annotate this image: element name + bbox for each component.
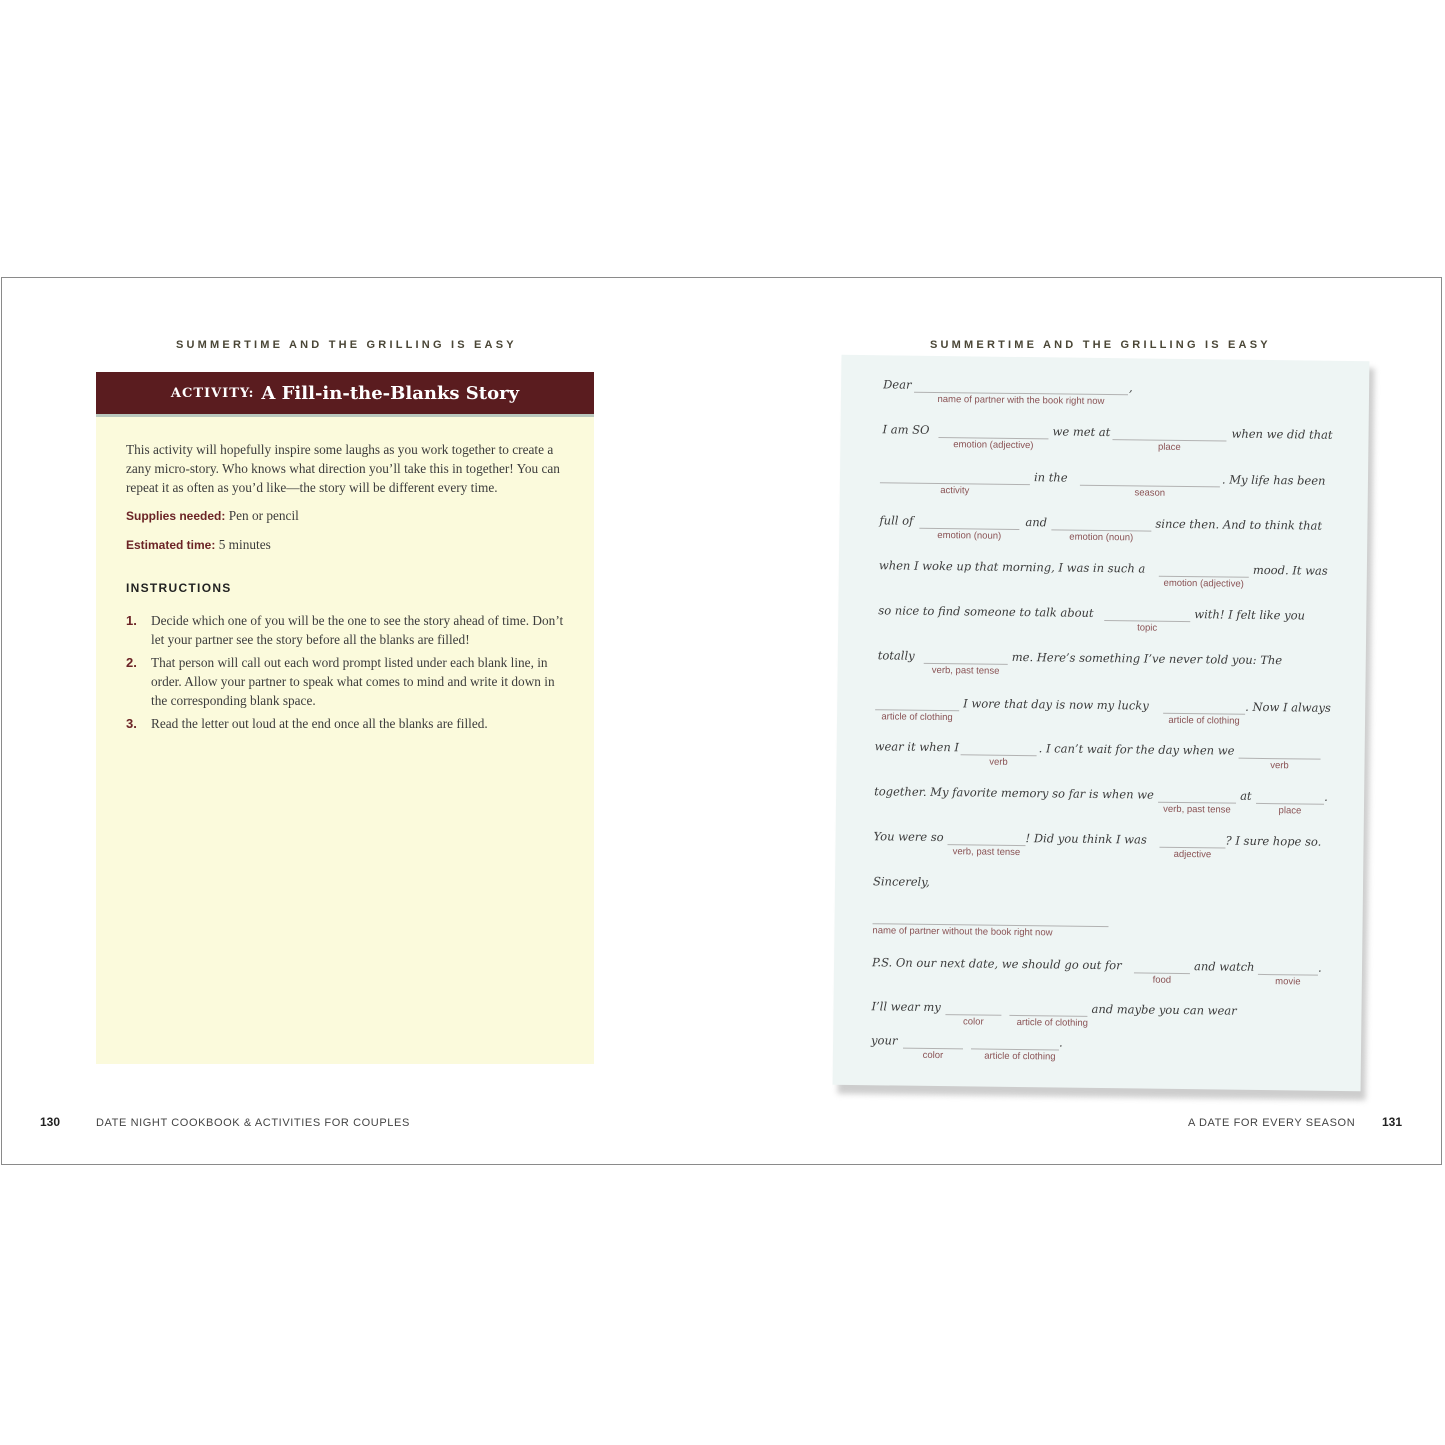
blank-hint: color — [922, 1049, 944, 1062]
blank-hint: emotion (noun) — [1069, 531, 1134, 544]
letter-word: You were so — [873, 829, 944, 845]
step-text: That person will call out each word prompt listed under each blank line, in order. Allow your partner to speak what comes to mind and write it down in the corresponding blank space. — [151, 655, 555, 708]
letter-word: . Now I always — [1245, 699, 1331, 715]
activity-box — [96, 372, 594, 1064]
letter-word: wear it when I — [874, 739, 960, 755]
footer-right: A DATE FOR EVERY SEASON — [1188, 1117, 1356, 1129]
blank-hint: emotion (adjective) — [953, 439, 1034, 452]
running-head-right: SUMMERTIME AND THE GRILLING IS EASY — [930, 339, 1271, 351]
blank-hint: adjective — [1173, 848, 1212, 861]
blank-hint: emotion (noun) — [937, 529, 1002, 542]
letter-line-1 — [877, 377, 1347, 408]
letter-word: and watch — [1193, 959, 1255, 974]
time-line — [126, 535, 564, 555]
step-1 — [126, 611, 564, 649]
letter-word: mood. It was — [1252, 562, 1328, 578]
letter-word: ? I sure hope so. — [1225, 833, 1322, 849]
instruction-steps — [126, 611, 564, 733]
footer-left: DATE NIGHT COOKBOOK & ACTIVITIES FOR COUPLES — [96, 1117, 410, 1129]
time-value: 5 minutes — [218, 537, 271, 552]
letter-word: . I can’t wait for the day when we — [1038, 741, 1235, 758]
step-number: 2. — [126, 655, 137, 670]
blank-hint: place — [1157, 441, 1181, 453]
blank-hint: verb — [989, 756, 1008, 768]
blank-hint: activity — [940, 485, 970, 497]
letter-word: at — [1240, 788, 1252, 803]
letter-word: I wore that day is now my lucky — [963, 696, 1149, 713]
time-label: Estimated time: — [126, 538, 216, 552]
letter-word: . My life has been — [1221, 472, 1326, 488]
running-head-left: SUMMERTIME AND THE GRILLING IS EASY — [176, 339, 517, 351]
letter-word: and — [1025, 515, 1048, 530]
letter-line-13 — [871, 909, 1341, 939]
letter-word: . — [1317, 960, 1322, 975]
letter-word: we met at — [1052, 424, 1111, 440]
letter-word: when I woke up that morning, I was in such a — [878, 558, 1146, 576]
instructions-heading: INSTRUCTIONS — [126, 581, 232, 595]
blank-hint: article of clothing — [984, 1050, 1056, 1063]
blank-hint: topic — [1137, 622, 1158, 634]
blank-hint: movie — [1275, 976, 1301, 988]
letter-word: together. My favorite memory so far is when we — [874, 784, 1154, 802]
letter-word: . — [1324, 789, 1328, 804]
letter-word: Sincerely, — [872, 874, 930, 889]
blank-hint: name of partner without the book right now — [872, 925, 1053, 939]
letter-word: your — [871, 1033, 898, 1048]
blank-hint: article of clothing — [1168, 714, 1240, 727]
activity-name: A Fill-in-the-Blanks Story — [261, 382, 520, 404]
letter-word: totally — [877, 648, 915, 663]
letter-word: Dear — [883, 377, 912, 392]
blank-hint: article of clothing — [1016, 1016, 1089, 1029]
page-number-left: 130 — [40, 1115, 61, 1129]
letter-word: I am SO — [882, 422, 930, 437]
letter-word: me. Here’s something I’ve never told you: The — [1011, 649, 1283, 668]
step-2 — [126, 653, 564, 710]
letter-line-6 — [874, 603, 1344, 634]
blank-hint: article of clothing — [881, 711, 953, 724]
blank-hint: verb, past tense — [1163, 803, 1231, 816]
blank-hint: color — [962, 1016, 984, 1028]
letter-word: . — [1059, 1035, 1063, 1050]
step-text: Decide which one of you will be the one to see the story ahead of time. Don’t let your partner see the story before all the blanks are filled! — [151, 613, 564, 647]
letter-word: ! Did you think I was — [1025, 831, 1147, 847]
letter-word: since then. And to think that — [1155, 516, 1323, 533]
letter-line-14 — [870, 955, 1340, 988]
blank-hint: food — [1152, 974, 1172, 986]
letter-line-4 — [876, 513, 1346, 544]
blank-hint: verb, past tense — [952, 846, 1021, 859]
supplies-value: Pen or pencil — [228, 508, 299, 523]
page-number-right: 131 — [1382, 1115, 1403, 1129]
blank-hint: season — [1134, 487, 1166, 499]
letter-line-2 — [877, 422, 1347, 453]
letter-line-15 — [870, 999, 1340, 1029]
fill-in-letter — [833, 355, 1370, 1091]
letter-word: full of — [879, 513, 914, 528]
letter-line-8 — [873, 695, 1343, 727]
letter-word: with! I felt like you — [1194, 607, 1306, 623]
supplies-line — [126, 506, 564, 526]
letter-line-9 — [873, 739, 1343, 772]
letter-line-5 — [875, 558, 1345, 590]
step-number: 3. — [126, 716, 137, 731]
step-3 — [126, 714, 564, 733]
letter-line-10 — [872, 784, 1342, 817]
letter-word: in the — [1033, 470, 1068, 485]
activity-keyword: ACTIVITY: — [170, 385, 255, 401]
activity-title-bar — [96, 372, 594, 417]
letter-line-16 — [869, 1033, 1339, 1063]
letter-word: so nice to find someone to talk about — [878, 603, 1094, 620]
letter-word: and maybe you can wear — [1091, 1001, 1237, 1018]
blank-hint: place — [1278, 805, 1302, 817]
letter-line-12 — [871, 874, 1341, 889]
letter-word: , — [1129, 380, 1133, 395]
letter-line-3 — [876, 468, 1346, 499]
letter-line-11 — [872, 829, 1342, 861]
blank-hint: emotion (adjective) — [1163, 577, 1244, 590]
activity-body — [96, 417, 594, 733]
letter-line-7 — [874, 648, 1344, 677]
step-number: 1. — [126, 613, 137, 628]
letter-word: I’ll wear my — [871, 999, 941, 1015]
blank-hint: name of partner with the book right now — [937, 393, 1105, 408]
blank-hint: verb, past tense — [931, 664, 1000, 677]
letter-word: when we did that — [1231, 426, 1333, 442]
letter-word: P.S. On our next date, we should go out for — [871, 955, 1122, 973]
intro-paragraph: This activity will hopefully inspire some laughs as you work together to create a zany micro-story. Who knows what direction you’ll take this in together! You can repeat it as often as you’d like—the story will be different every time. — [126, 442, 560, 495]
supplies-label: Supplies needed: — [126, 509, 226, 523]
step-text: Read the letter out loud at the end once all the blanks are filled. — [151, 716, 488, 731]
book-spread — [1, 277, 1442, 1165]
blank-hint: verb — [1270, 760, 1289, 772]
